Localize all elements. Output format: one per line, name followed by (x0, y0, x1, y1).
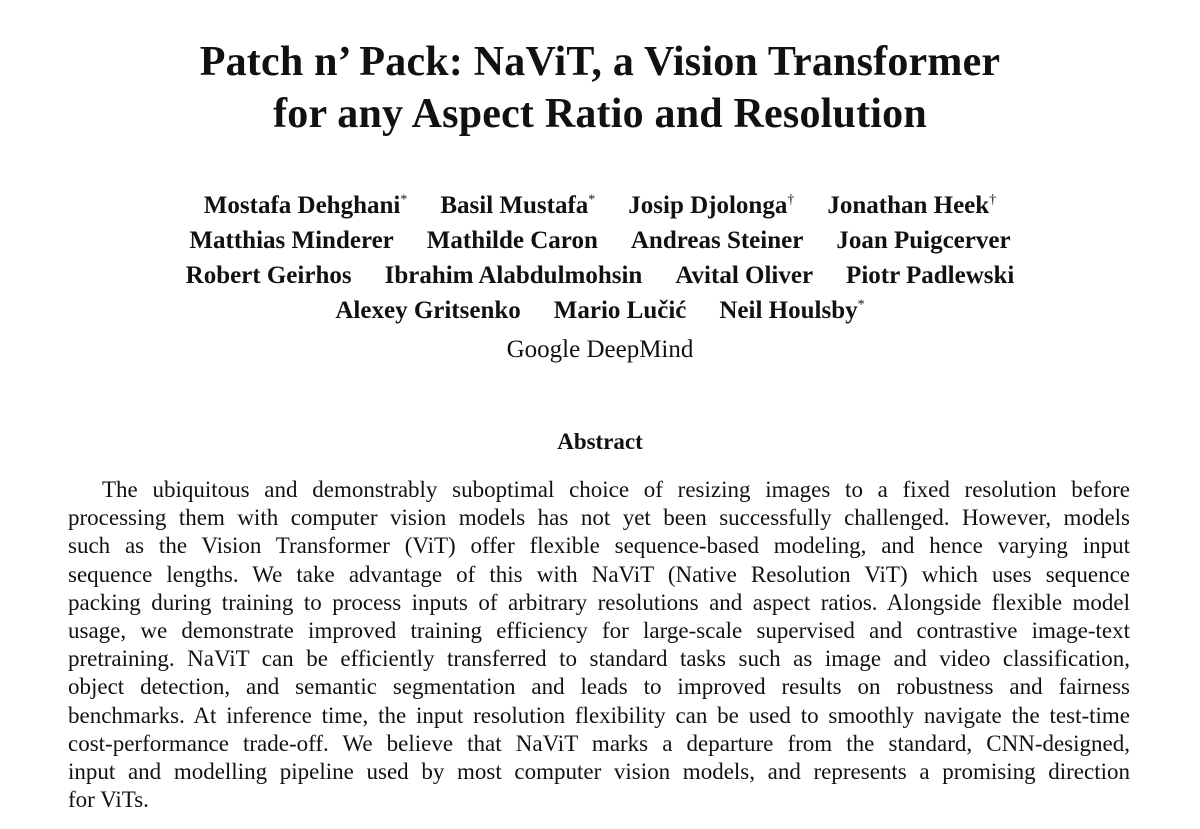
author-mark: * (400, 192, 408, 208)
author-name: Basil Mustafa (440, 192, 589, 219)
affiliation: Google DeepMind (506, 336, 694, 363)
author-mark: † (787, 192, 795, 208)
abstract-line: such as the Vision Transformer (ViT) offer flexible sequence-based modeling, and hence varying input (68, 533, 1130, 559)
author: Andreas Steiner (630, 227, 804, 254)
author (827, 188, 996, 223)
author: Mario Lučić (553, 297, 687, 324)
abstract-heading: Abstract (557, 429, 643, 454)
author: Avital Oliver (675, 262, 814, 289)
author: Piotr Padlewski (846, 262, 1015, 289)
author-name: Jonathan Heek (827, 192, 990, 219)
author: Matthias Minderer (189, 227, 394, 254)
abstract-line: The ubiquitous and demonstrably suboptimal choice of resizing images to a fixed resolution before (102, 477, 1130, 502)
author-name: Neil Houlsby (719, 297, 858, 324)
author-list (0, 188, 1200, 328)
abstract-line: benchmarks. At inference time, the input resolution flexibility can be used to smoothly navigate the test-time (68, 702, 1130, 728)
author: Ibrahim Alabdulmohsin (384, 262, 643, 289)
author (204, 188, 408, 223)
author: Mathilde Caron (426, 227, 598, 254)
abstract-line: input and modelling pipeline used by most computer vision models, and represents a promising direction (68, 759, 1130, 785)
author-row-1 (0, 188, 1200, 223)
author: Robert Geirhos (185, 262, 352, 289)
paper-title-line-1: Patch n’ Pack: NaViT, a Vision Transformer (199, 39, 1001, 85)
abstract-line: sequence lengths. We take advantage of this with NaViT (Native Resolution ViT) which uses sequence (68, 561, 1130, 587)
author-mark: † (989, 192, 997, 208)
author: Joan Puigcerver (836, 227, 1011, 254)
paper-title (0, 36, 1200, 140)
author (628, 188, 794, 223)
author-mark: * (857, 297, 865, 313)
author-row-4 (0, 293, 1200, 328)
abstract-line: object detection, and semantic segmentation and leads to improved results on robustness and fairness (68, 674, 1130, 700)
abstract-line: for ViTs. (68, 787, 149, 813)
author (440, 188, 595, 223)
author-name: Mostafa Dehghani (203, 192, 401, 219)
author (719, 293, 864, 328)
abstract-body (68, 476, 1130, 814)
abstract-line: packing during training to process inputs of arbitrary resolutions and aspect ratios. Alongside flexible model (68, 589, 1130, 615)
paper-title-line-2: for any Aspect Ratio and Resolution (273, 91, 927, 137)
author: Alexey Gritsenko (335, 297, 521, 324)
abstract-line: pretraining. NaViT can be efficiently transferred to standard tasks such as image and video classification, (68, 646, 1130, 672)
abstract-line: usage, we demonstrate improved training efficiency for large-scale supervised and contrastive image-text (68, 618, 1130, 644)
author-mark: * (588, 192, 596, 208)
author-name: Josip Djolonga (628, 192, 788, 219)
abstract-line: cost-performance trade-off. We believe that NaViT marks a departure from the standard, CNN-designed, (68, 730, 1130, 756)
author-row-2 (0, 223, 1200, 258)
author-row-3 (0, 258, 1200, 293)
abstract-line: processing them with computer vision models has not yet been successfully challenged. However, models (68, 505, 1130, 531)
